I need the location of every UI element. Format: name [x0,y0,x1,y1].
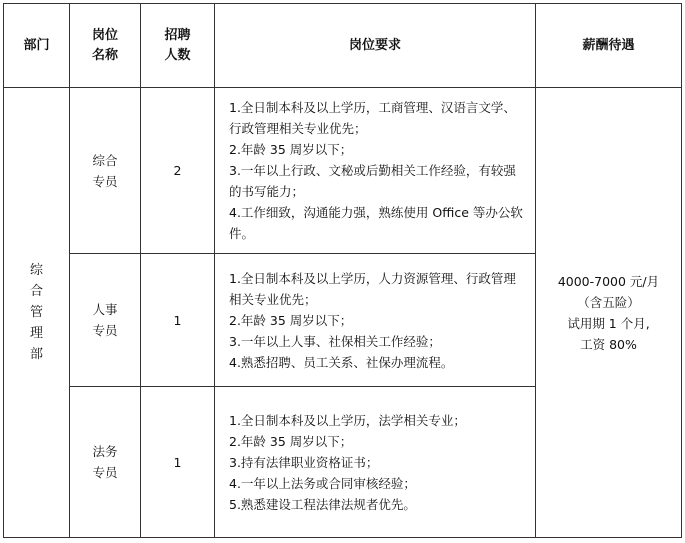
requirement-item: 5.熟悉建设工程法律法规者优先。 [229,496,416,512]
header-position-line2: 名称 [91,47,118,63]
salary-cell [536,88,682,538]
requirements-cell [215,254,536,387]
header-requirements: 岗位要求 [215,4,536,88]
header-count-line2: 人数 [164,47,191,63]
requirement-item: 2.年龄 35 周岁以下； [229,312,353,328]
header-position-line1: 岗位 [91,27,118,43]
department-name: 综合管理部 [29,263,43,362]
requirement-item: 3.持有法律职业资格证书； [229,454,379,470]
requirement-item: 3.一年以上人事、社保相关工作经验； [229,333,441,349]
position-name-line1: 综合 [92,152,118,168]
salary-probation: 试用期 1 个月, [567,315,650,331]
requirement-item: 1.全日制本科及以上学历，工商管理、汉语言文学、行政管理相关专业优先； [229,100,516,136]
header-dept: 部门 [4,4,70,88]
salary-probation-pay: 工资 80% [580,336,637,352]
requirement-item: 2.年龄 35 周岁以下； [229,142,353,157]
header-position [70,4,141,88]
header-count-line1: 招聘 [164,27,191,43]
requirement-item: 4.一年以上法务或合同审核经验； [229,475,416,491]
headcount-cell: 2 [141,88,215,254]
table-row [4,88,682,254]
requirements-cell [215,387,536,538]
salary-insurance: （含五险） [577,294,640,310]
position-name-line2: 专员 [92,323,118,338]
salary-range: 4000-7000 元/月 [557,273,660,289]
job-table [3,3,682,538]
position-cell [70,88,141,254]
requirement-item: 1.全日制本科及以上学历，人力资源管理、行政管理相关专业优先； [229,270,516,307]
header-count [141,4,215,88]
headcount-cell: 1 [141,254,215,387]
headcount-cell: 1 [141,387,215,538]
requirements-cell [215,88,536,254]
position-name-line1: 人事 [92,302,118,317]
table-header-row [4,4,682,88]
department-cell [4,88,70,538]
position-name-line2: 专员 [92,465,118,480]
position-name-line1: 法务 [92,444,118,459]
requirement-item: 4.工作细致，沟通能力强，熟练使用 Office 等办公软件。 [229,205,523,241]
header-salary: 薪酬待遇 [536,4,682,88]
requirement-item: 4.熟悉招聘、员工关系、社保办理流程。 [229,354,454,370]
position-cell [70,254,141,387]
position-name-line2: 专员 [92,173,118,189]
requirement-item: 3.一年以上行政、文秘或后勤相关工作经验，有较强的书写能力； [229,163,516,199]
requirement-item: 1.全日制本科及以上学历，法学相关专业； [229,412,466,428]
requirement-item: 2.年龄 35 周岁以下； [229,433,353,449]
position-cell [70,387,141,538]
